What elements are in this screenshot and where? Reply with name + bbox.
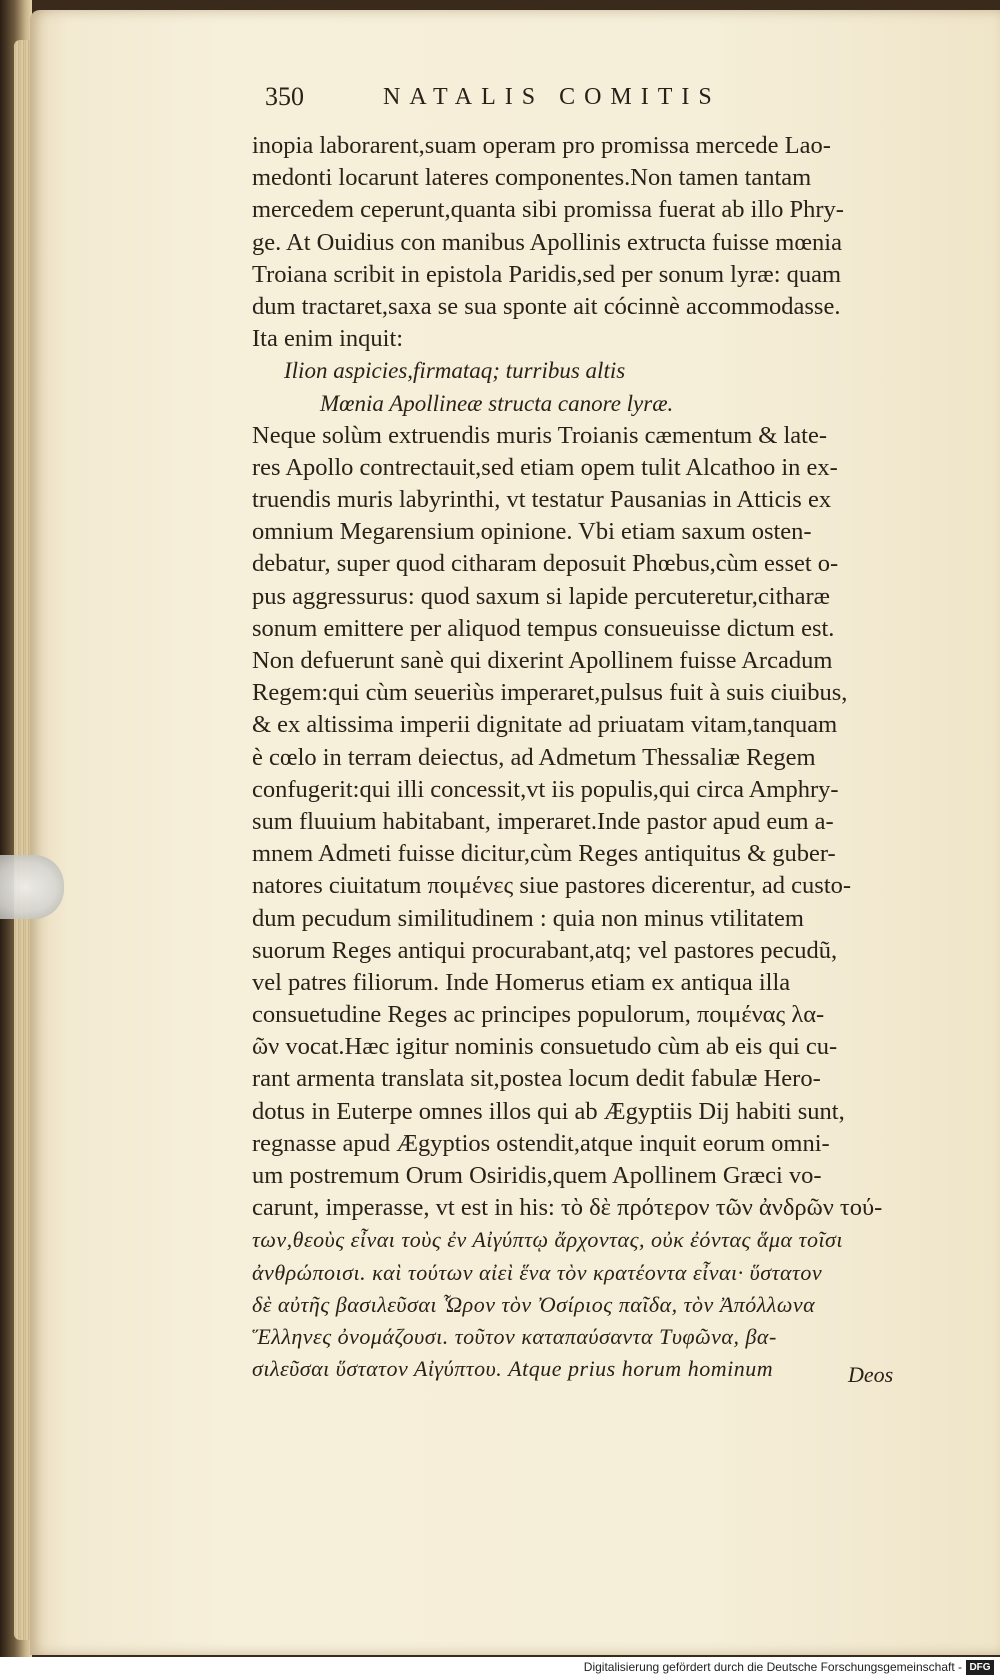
text-line: res Apollo contrectauit,sed etiam opem tulit Alcathoo in ex- <box>252 453 838 481</box>
text-line: medonti locarunt lateres componentes.Non tamen tantam <box>252 164 812 192</box>
text-line: vel patres filiorum. Inde Homerus etiam ex antiqua illa <box>252 968 791 996</box>
text-line: Regem:qui cùm seueriùs imperaret,pulsus fuit à suis ciuibus, <box>252 679 848 707</box>
greek-line: Ἕλληνες ὀνομάζουσι. τοῦτον καταπαύσαντα Τυφῶνα, βα- <box>252 1323 777 1349</box>
body-text <box>252 130 912 1385</box>
text-line: rant armenta translata sit,postea locum dedit fabulæ Hero- <box>252 1065 821 1093</box>
text-line: um postremum Orum Osiridis,quem Apollinem Græci vo- <box>252 1162 822 1189</box>
digitization-footer <box>0 1657 1000 1679</box>
text-line: Troiana scribit in epistola Paridis,sed per sonum lyræ: quam <box>252 260 842 288</box>
page-header <box>265 82 885 118</box>
text-line: dotus in Euterpe omnes illos qui ab Ægyptiis Dij habiti sunt, <box>252 1097 845 1125</box>
text-line: mnem Admeti fuisse dicitur,cùm Reges antiquitus & guber- <box>252 840 836 868</box>
catchword: Deos <box>848 1362 894 1387</box>
text-line: carunt, imperasse, vt est in his: τὸ δὲ πρότερον τῶν ἀνδρῶν τού- <box>252 1194 883 1222</box>
dfg-logo: DFG <box>966 1660 994 1675</box>
text-line: dum tractaret,saxa se sua sponte ait cócinnè accommodasse. <box>252 292 841 320</box>
greek-line: των,θεοὺς εἶναι τοὺς ἐν Αἰγύπτῳ ἄρχοντας, οὐκ ἐόντας ἅμα τοῖσι <box>252 1227 844 1253</box>
text-line: è cœlo in terram deiectus, ad Admetum Thessaliæ Regem <box>252 743 816 771</box>
text-line: Ita enim inquit: <box>252 325 404 353</box>
text-line: & ex altissima imperii dignitate ad priuatam vitam,tanquam <box>252 711 838 739</box>
text-line: omnium Megarensium opinione. Vbi etiam saxum osten- <box>252 518 812 546</box>
text-line: debatur, super quod citharam deposuit Phœbus,cùm esset o- <box>252 550 839 578</box>
greek-line: ἀνθρώποισι. καὶ τούτων αἰεὶ ἕνα τὸν κρατέοντα εἶναι· ὕστατον <box>252 1259 823 1285</box>
text-line: confugerit:qui illi concessit,vt iis populis,qui circa Amphry- <box>252 775 839 803</box>
funding-credit: Digitalisierung gefördert durch die Deutsche Forschungsgemeinschaft - <box>583 1660 962 1674</box>
verse-line: Mœnia Apollineæ structa canore lyræ. <box>320 390 674 416</box>
text-line: suorum Reges antiqui procurabant,atq; vel pastores pecudũ, <box>252 936 838 964</box>
text-line: dum pecudum similitudinem : quia non minus vtilitatem <box>252 904 804 932</box>
greek-line: σιλεῦσαι ὕστατον Αἰγύπτου. Atque prius horum hominum <box>252 1356 774 1382</box>
greek-line: δὲ αὐτῆς βασιλεῦσαι Ὧρον τὸν Ὀσίριος παῖδα, τὸν Ἀπόλλωνα <box>252 1291 816 1317</box>
text-line: inopia laborarent,suam operam pro promissa mercede Lao- <box>252 132 831 159</box>
text-line: Neque solùm extruendis muris Troianis cæmentum & late- <box>252 421 828 449</box>
text-line: sonum emittere per aliquod tempus consueuisse dictum est. <box>252 614 835 642</box>
text-line: Non defuerunt sanè qui dixerint Apollinem fuisse Arcadum <box>252 647 833 674</box>
text-line: ῶν vocat.Hæc igitur nominis consuetudo cùm ab eis qui cu- <box>252 1033 838 1061</box>
page-clip <box>0 855 64 919</box>
text-line: natores ciuitatum ποιμένες siue pastores dicerentur, ad custo- <box>252 872 852 900</box>
text-line: truendis muris labyrinthi, vt testatur Pausanias in Atticis ex <box>252 486 832 514</box>
page-number: 350 <box>265 82 304 111</box>
text-line: pus aggressurus: quod saxum si lapide percuteretur,citharæ <box>252 582 831 610</box>
text-line: sum fluuium habitabant, imperaret.Inde pastor apud eum a- <box>252 807 834 835</box>
text-line: mercedem ceperunt,quanta sibi promissa fuerat ab illo Phry- <box>252 196 844 224</box>
text-line: ge. At Ouidius con manibus Apollinis extructa fuisse mœnia <box>252 228 842 256</box>
text-line: regnasse apud Ægyptios ostendit,atque inquit eorum omni- <box>252 1129 830 1157</box>
running-title: NATALIS COMITIS <box>383 84 721 110</box>
text-line: consuetudine Reges ac principes populorum, ποιμένας λα- <box>252 1001 825 1029</box>
verse-line: Ilion aspicies,firmataq; turribus altis <box>284 358 626 384</box>
